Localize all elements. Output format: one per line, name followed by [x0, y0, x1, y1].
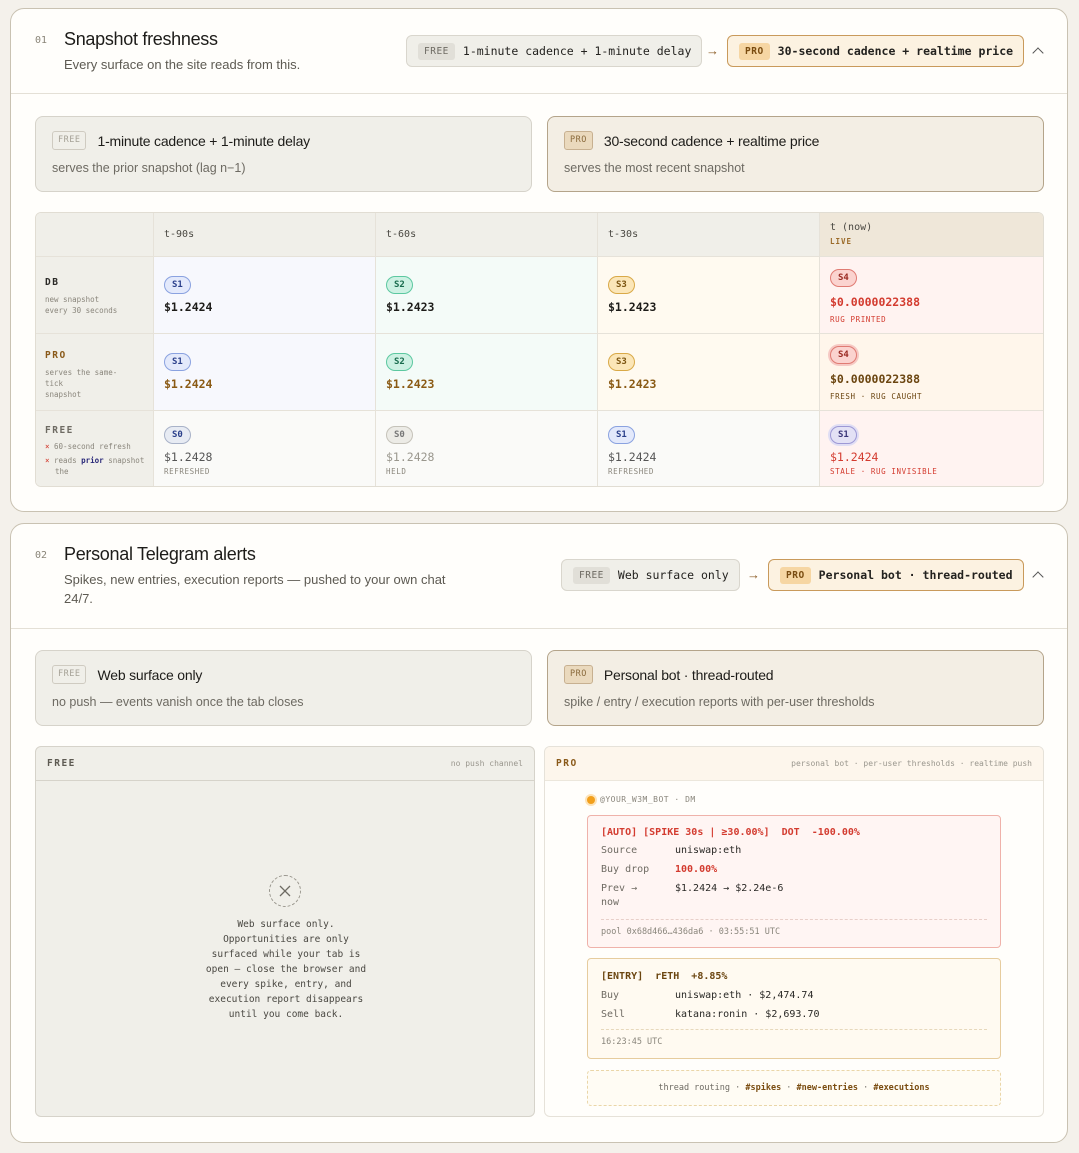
- snapshot-chip: S0: [164, 426, 191, 444]
- free-pill-label: 1-minute cadence + 1-minute delay: [462, 44, 692, 58]
- message-key: Buy: [601, 990, 620, 1001]
- cell-price: $1.2424: [164, 377, 213, 391]
- free-tag: FREE: [573, 567, 610, 584]
- telegram-alerts-card: [10, 523, 1068, 1143]
- grid-cell: [376, 257, 598, 334]
- free-option-title: 1-minute cadence + 1-minute delay: [97, 132, 310, 149]
- message-value: katana:ronin · $2,693.70: [675, 1009, 820, 1020]
- cell-price: $1.2423: [386, 377, 435, 391]
- message-value: 100.00%: [675, 864, 718, 875]
- section-subtitle: Every surface on the site reads from this.: [64, 57, 301, 72]
- cell-note: HELD: [386, 467, 407, 476]
- grid-cell: [820, 334, 1044, 411]
- row-bullet: × 60-second refresh: [45, 442, 131, 451]
- cell-price: $0.0000022388: [830, 372, 921, 386]
- status-dot-icon: [587, 796, 595, 804]
- section-title: Personal Telegram alerts: [64, 544, 256, 564]
- pro-option-desc: serves the most recent snapshot: [564, 161, 745, 175]
- message-title: [ENTRY] rETH +8.85%: [601, 971, 728, 982]
- cell-price: $1.2423: [608, 377, 657, 391]
- panel-meta: personal bot · per-user thresholds · realtime push: [791, 759, 1032, 768]
- column-header-now: [820, 213, 1044, 257]
- grid-cell: [598, 257, 820, 334]
- section-title: Snapshot freshness: [64, 29, 218, 49]
- section-header[interactable]: [11, 9, 1067, 94]
- free-option-desc: serves the prior snapshot (lag n−1): [52, 161, 246, 175]
- section-number: 02: [35, 550, 48, 561]
- snapshot-chip: S2: [386, 276, 413, 294]
- grid-cell: [598, 334, 820, 411]
- pro-option-tag: PRO: [564, 665, 593, 684]
- free-option-card[interactable]: [35, 650, 532, 726]
- message-title: [AUTO] [SPIKE 30s | ≥30.00%] DOT -100.00%: [601, 827, 860, 838]
- snapshot-freshness-card: [10, 8, 1068, 512]
- snapshot-chip: S3: [608, 353, 635, 371]
- cell-price: $1.2424: [608, 450, 657, 464]
- free-tag: FREE: [418, 43, 455, 60]
- snapshot-chip: S1: [608, 426, 635, 444]
- row-label: PRO: [45, 350, 67, 361]
- pro-option-desc: spike / entry / execution reports with per-user thresholds: [564, 695, 875, 709]
- row-bullet: × reads prior snapshot: [45, 456, 145, 465]
- row-label-free: [36, 411, 154, 487]
- free-panel: [35, 746, 535, 1117]
- message-value: uniswap:eth: [675, 845, 742, 856]
- snapshot-chip: S4: [830, 346, 857, 364]
- message-value: $1.2424 → $2.24e-6: [675, 883, 784, 894]
- chevron-up-icon[interactable]: [1032, 571, 1043, 582]
- grid-cell: [154, 257, 376, 334]
- arrow-right-icon: →: [747, 567, 760, 582]
- entry-alert-message: [587, 958, 1001, 1059]
- snapshot-chip: S3: [608, 276, 635, 294]
- snapshot-chip: S2: [386, 353, 413, 371]
- free-tier-pill[interactable]: [561, 559, 740, 591]
- cell-price: $1.2424: [830, 450, 879, 464]
- message-footer: 16:23:45 UTC: [601, 1037, 663, 1047]
- row-label-db: [36, 257, 154, 334]
- message-value: uniswap:eth · $2,474.74: [675, 990, 814, 1001]
- snapshot-chip: S1: [164, 276, 191, 294]
- row-sub: snapshot: [45, 390, 82, 399]
- row-bullet-wrap: the: [55, 467, 69, 476]
- row-label: FREE: [45, 425, 74, 436]
- row-label-pro: [36, 334, 154, 411]
- free-tier-pill[interactable]: [406, 35, 702, 67]
- message-footer: pool 0x68d466…436da6 · 03:55:51 UTC: [601, 927, 781, 937]
- cell-note: STALE · RUG INVISIBLE: [830, 467, 938, 476]
- pro-tier-pill[interactable]: [727, 35, 1024, 67]
- cell-note: REFRESHED: [164, 467, 211, 476]
- arrow-right-icon: →: [706, 43, 719, 58]
- snapshot-chip: S1: [830, 426, 857, 444]
- cell-price: $1.2424: [164, 300, 213, 314]
- grid-cell: [598, 411, 820, 487]
- thread-spikes[interactable]: #spikes: [745, 1083, 782, 1093]
- cell-price: $0.0000022388: [830, 295, 921, 309]
- pro-option-title: 30-second cadence + realtime price: [603, 132, 820, 149]
- grid-cell: [820, 257, 1044, 334]
- free-option-card[interactable]: [35, 116, 532, 192]
- snapshot-chip: S0: [386, 426, 413, 444]
- grid-corner: [36, 213, 154, 257]
- column-header: t-60s: [376, 213, 598, 257]
- grid-cell: [154, 411, 376, 487]
- free-option-desc: no push — events vanish once the tab closes: [52, 695, 304, 709]
- snapshot-timeline-grid: [35, 212, 1044, 487]
- thread-new-entries[interactable]: #new-entries: [796, 1083, 858, 1093]
- row-sub: serves the same-: [45, 368, 118, 377]
- snapshot-chip: S1: [164, 353, 191, 371]
- bot-handle: @YOUR_W3M_BOT · DM: [600, 795, 696, 804]
- column-header: t-90s: [154, 213, 376, 257]
- pro-option-title: Personal bot · thread-routed: [603, 666, 774, 683]
- free-option-tag: FREE: [52, 665, 86, 684]
- column-header: t-30s: [598, 213, 820, 257]
- cell-price: $1.2423: [608, 300, 657, 314]
- grid-cell: [154, 334, 376, 411]
- thread-executions[interactable]: #executions: [873, 1083, 930, 1093]
- cell-note: REFRESHED: [608, 467, 655, 476]
- pro-pill-label: Personal bot · thread-routed: [818, 568, 1013, 582]
- free-pill-label: Web surface only: [617, 568, 729, 582]
- cell-price: $1.2423: [386, 300, 435, 314]
- free-option-tag: FREE: [52, 131, 86, 150]
- chevron-up-icon[interactable]: [1032, 47, 1043, 58]
- message-key: Buy drop: [601, 864, 650, 875]
- row-label: DB: [45, 277, 60, 288]
- panel-meta: no push channel: [450, 759, 523, 768]
- grid-cell: [820, 411, 1044, 487]
- section-number: 01: [35, 35, 48, 46]
- message-key: now: [601, 897, 620, 908]
- pro-tier-pill[interactable]: [768, 559, 1024, 591]
- message-key: Prev →: [601, 883, 638, 894]
- snapshot-chip: S4: [830, 269, 857, 287]
- cell-note: FRESH · RUG CAUGHT: [830, 392, 923, 401]
- row-sub: every 30 seconds: [45, 306, 118, 315]
- pro-option-card[interactable]: [547, 650, 1044, 726]
- pro-option-tag: PRO: [564, 131, 593, 150]
- section-subtitle: Spikes, new entries, execution reports — pushed to your own chat 24/7.: [64, 572, 446, 606]
- section-header[interactable]: [11, 524, 1067, 629]
- free-option-title: Web surface only: [97, 666, 203, 683]
- thread-routing: thread routing · #spikes · #new-entries · #executions: [587, 1070, 1001, 1106]
- no-push-icon: [269, 875, 301, 907]
- panel-label: FREE: [47, 758, 76, 769]
- pro-pill-label: 30-second cadence + realtime price: [777, 44, 1014, 58]
- row-sub: tick: [45, 379, 64, 388]
- cell-price: $1.2428: [386, 450, 435, 464]
- no-push-message: Web surface only. Opportunities are only surfaced while your tab is open — close the browser and every spike, entry, and execution report disappears until you come back.: [205, 919, 367, 1020]
- grid-cell: [376, 334, 598, 411]
- pro-option-card[interactable]: [547, 116, 1044, 192]
- cell-note: RUG PRINTED: [830, 315, 887, 324]
- pro-panel: [544, 746, 1044, 1117]
- live-badge: LIVE: [830, 237, 853, 246]
- spike-alert-message: [587, 815, 1001, 948]
- bot-handle-row: [587, 795, 696, 804]
- cell-price: $1.2428: [164, 450, 213, 464]
- grid-cell: [376, 411, 598, 487]
- pro-tag: PRO: [739, 43, 770, 60]
- panel-label: PRO: [556, 758, 578, 769]
- row-sub: new snapshot: [45, 295, 100, 304]
- pro-tag: PRO: [780, 567, 811, 584]
- message-key: Source: [601, 845, 638, 856]
- message-key: Sell: [601, 1009, 626, 1020]
- column-header-label: t (now): [830, 222, 873, 233]
